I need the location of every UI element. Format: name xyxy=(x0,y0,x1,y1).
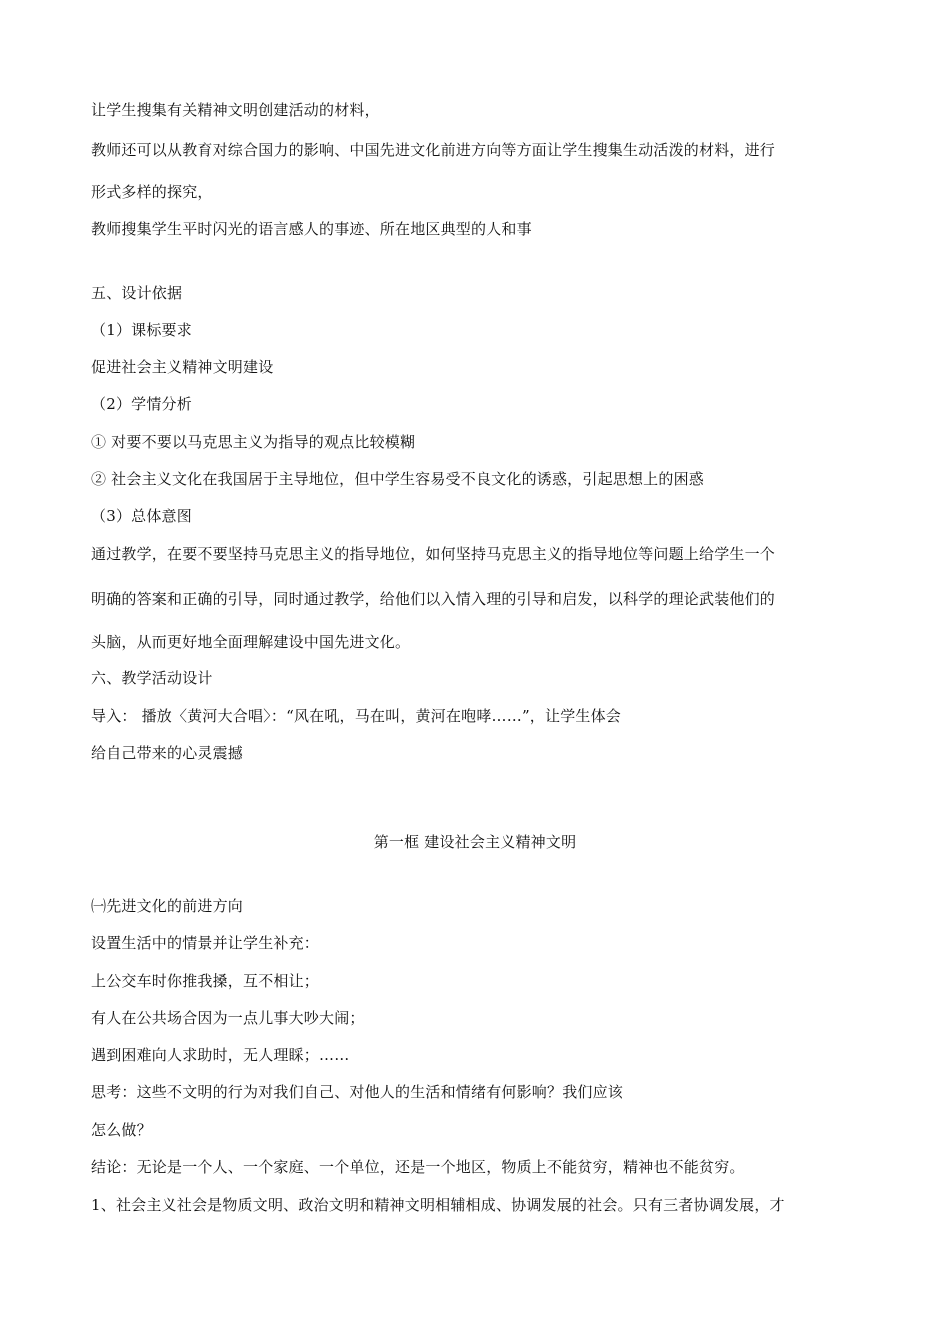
subsection-heading: （2）学情分析 xyxy=(91,395,192,413)
section-heading: 五、设计依据 xyxy=(91,284,183,302)
text-line: 遇到困难向人求助时，无人理睬；…… xyxy=(91,1046,350,1064)
text-line: 促进社会主义精神文明建设 xyxy=(91,358,274,376)
text-line: 教师搜集学生平时闪光的语言感人的事迹、所在地区典型的人和事 xyxy=(91,220,532,238)
list-item: ① 对要不要以马克思主义为指导的观点比较模糊 xyxy=(91,433,416,451)
subsection-heading: （3）总体意图 xyxy=(91,507,192,525)
text-line: 思考：这些不文明的行为对我们自己、对他人的生活和情绪有何影响？我们应该 xyxy=(91,1083,624,1101)
list-item: ② 社会主义文化在我国居于主导地位，但中学生容易受不良文化的诱惑，引起思想上的困惑 xyxy=(91,470,704,488)
text-line: 有人在公共场合因为一点儿事大吵大闹； xyxy=(91,1009,365,1027)
text-line: 让学生搜集有关精神文明创建活动的材料， xyxy=(91,101,380,119)
subsection-heading: ㈠先进文化的前进方向 xyxy=(91,897,244,915)
text-line: 设置生活中的情景并让学生补充： xyxy=(91,934,320,952)
text-line: 明确的答案和正确的引导，同时通过教学，给他们以入情入理的引导和启发，以科学的理论武装他们的 xyxy=(91,590,776,608)
text-line: 1、社会主义社会是物质文明、政治文明和精神文明相辅相成、协调发展的社会。只有三者协调发展，才 xyxy=(91,1196,785,1214)
text-line: 形式多样的探究， xyxy=(91,183,213,201)
text-line: 头脑，从而更好地全面理解建设中国先进文化。 xyxy=(91,633,411,651)
subsection-heading: （1）课标要求 xyxy=(91,321,192,339)
text-line: 怎么做？ xyxy=(91,1121,152,1139)
text-line: 教师还可以从教育对综合国力的影响、中国先进文化前进方向等方面让学生搜集生动活泼的材料，进行 xyxy=(91,141,776,159)
text-line: 给自己带来的心灵震撼 xyxy=(91,744,244,762)
text-line: 结论：无论是一个人、一个家庭、一个单位，还是一个地区，物质上不能贫穷，精神也不能贫穷。 xyxy=(91,1158,745,1176)
text-line: 导入： 播放〈黄河大合唱〉：“风在吼，马在叫，黄河在咆哮……”，让学生体会 xyxy=(91,707,622,725)
text-line: 上公交车时你推我搡，互不相让； xyxy=(91,972,320,990)
lesson-title: 第一框 建设社会主义精神文明 xyxy=(373,833,577,851)
section-heading: 六、教学活动设计 xyxy=(91,669,213,687)
text-line: 通过教学，在要不要坚持马克思主义的指导地位，如何坚持马克思主义的指导地位等问题上给学生一个 xyxy=(91,545,776,563)
